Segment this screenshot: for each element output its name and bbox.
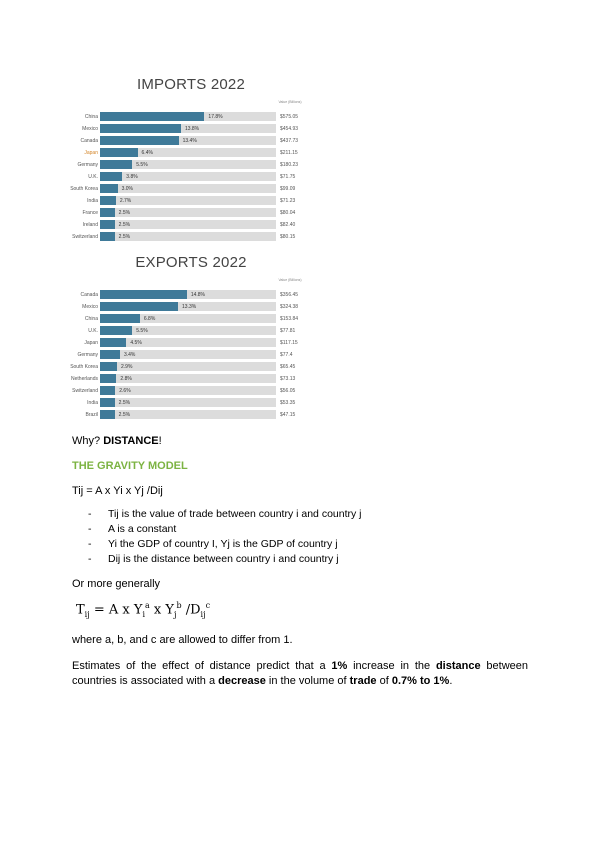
- exports-bar: [100, 338, 126, 347]
- imports-category-label: U.K.: [88, 174, 98, 180]
- exports-bar-track: [100, 410, 276, 419]
- exports-value-label: 2.5%: [118, 412, 131, 418]
- imports-bar-track: [100, 196, 276, 205]
- exports-bar-row: [66, 302, 316, 312]
- exports-bar-track: [100, 290, 276, 299]
- exports-category-label: China: [84, 316, 98, 322]
- imports-bar: [100, 208, 115, 217]
- exports-value-label: 14.8%: [190, 292, 205, 298]
- imports-bar: [100, 184, 118, 193]
- imports-bar-track: [100, 232, 276, 241]
- imports-category-label: Japan: [84, 150, 98, 156]
- para-bold: trade: [349, 675, 377, 687]
- para-bold: decrease: [218, 675, 266, 687]
- para-text: .: [449, 675, 453, 687]
- imports-value-label: 6.4%: [141, 150, 153, 156]
- exports-bar-track: [100, 398, 276, 407]
- para-text: between countries is associated with a: [72, 660, 528, 687]
- exports-value-label: 3.4%: [123, 352, 136, 358]
- exports-bar-track: [100, 350, 276, 359]
- imports-amount-label: $211.15: [280, 150, 298, 156]
- general-formula: $T_{ij} = A$ x $Y_i^a$ x $Y_j^b$ $/D_{ij}^c$: [76, 601, 211, 619]
- imports-bar-row: [66, 148, 316, 158]
- exports-bar-row: [66, 290, 316, 300]
- exports-amount-label: $56.05: [280, 388, 296, 394]
- imports-amount-label: $80.15: [280, 234, 296, 240]
- imports-bar-track: [100, 184, 276, 193]
- exports-category-label: U.K.: [88, 328, 98, 334]
- more-generally: Or more generally: [72, 578, 161, 590]
- exports-bar: [100, 398, 115, 407]
- exports-category-label: Japan: [84, 340, 98, 346]
- imports-amount-label: $71.23: [280, 198, 296, 204]
- exports-amount-label: $117.15: [280, 340, 298, 346]
- imports-category-label: South Korea: [70, 186, 98, 192]
- exports-bar-row: [66, 314, 316, 324]
- exports-amount-label: $356.45: [280, 292, 299, 298]
- where-line: where a, b, and c are allowed to differ from 1.: [72, 634, 293, 646]
- definition-item: - Tij is the value of trade between country i and country j: [86, 507, 362, 522]
- imports-bar-track: [100, 112, 276, 121]
- imports-value-header: Value (Billions): [278, 100, 302, 104]
- gravity-equation: Tij = A x Yi x Yj /Dij: [72, 485, 163, 497]
- para-text: increase in the: [347, 660, 436, 672]
- exports-amount-label: $65.45: [280, 364, 296, 370]
- imports-bar: [100, 124, 181, 133]
- exports-chart-title: EXPORTS 2022: [135, 254, 247, 271]
- imports-bar: [100, 160, 132, 169]
- imports-category-label: India: [87, 198, 98, 204]
- exports-value-label: 2.9%: [121, 364, 133, 370]
- imports-amount-label: $437.73: [280, 138, 299, 144]
- imports-chart: [66, 76, 316, 241]
- para-text: of: [376, 675, 392, 687]
- imports-value-label: 2.5%: [118, 222, 131, 228]
- exports-category-label: India: [87, 400, 98, 406]
- imports-bar-track: [100, 208, 276, 217]
- imports-bar-row: [66, 220, 316, 230]
- imports-bar-row: [66, 184, 316, 194]
- exports-value-label: 2.6%: [119, 388, 131, 394]
- exports-bar-row: [66, 338, 316, 348]
- imports-value-label: 13.4%: [182, 138, 197, 144]
- exports-bar-track: [100, 326, 276, 335]
- imports-value-label: 2.7%: [119, 198, 132, 204]
- imports-category-label: Mexico: [82, 126, 98, 132]
- exports-amount-label: $53.35: [280, 400, 296, 406]
- exports-bar: [100, 314, 140, 323]
- exports-amount-label: $324.38: [280, 304, 299, 310]
- exports-bar-track: [100, 302, 276, 311]
- imports-category-label: China: [84, 114, 98, 120]
- exports-bar-track: [100, 314, 276, 323]
- exports-value-label: 5.5%: [136, 328, 148, 334]
- imports-bar-track: [100, 148, 276, 157]
- para-bold: 0.7% to 1%: [391, 675, 450, 687]
- imports-category-label: Switzerland: [72, 234, 98, 240]
- exports-bar-row: [66, 374, 316, 384]
- exports-amount-label: $73.13: [280, 376, 296, 382]
- imports-value-label: 5.5%: [136, 162, 148, 168]
- imports-bar: [100, 232, 115, 241]
- imports-bar-row: [66, 124, 316, 134]
- exports-category-label: Germany: [77, 352, 98, 358]
- distance-paragraph: [72, 659, 528, 689]
- exports-bar-track: [100, 386, 276, 395]
- why-bold: DISTANCE: [103, 435, 159, 447]
- exports-bar: [100, 302, 178, 311]
- imports-bar-row: [66, 160, 316, 170]
- imports-bar: [100, 148, 138, 157]
- exports-amount-label: $77.81: [280, 328, 296, 334]
- why-line: [72, 434, 162, 448]
- imports-category-label: Canada: [80, 138, 98, 144]
- exports-category-label: Mexico: [82, 304, 98, 310]
- para-bold: distance: [435, 660, 481, 672]
- exports-amount-label: $153.84: [280, 316, 299, 322]
- definition-item: - Dij is the distance between country i and country j: [86, 552, 362, 567]
- imports-amount-label: $99.09: [280, 186, 296, 192]
- imports-bar-row: [66, 208, 316, 218]
- imports-amount-label: $575.05: [280, 114, 299, 120]
- exports-bar-row: [66, 362, 316, 372]
- exports-category-label: Switzerland: [72, 388, 98, 394]
- exports-bar-row: [66, 398, 316, 408]
- imports-bar-track: [100, 220, 276, 229]
- exports-bar-row: [66, 386, 316, 396]
- imports-value-label: 3.0%: [121, 186, 133, 192]
- imports-bar-row: [66, 172, 316, 182]
- exports-bar-track: [100, 374, 276, 383]
- exports-bar-row: [66, 326, 316, 336]
- exports-category-label: Brazil: [85, 412, 98, 418]
- exports-amount-label: $77.4: [280, 352, 293, 358]
- exports-amount-label: $47.15: [280, 412, 296, 418]
- exports-bar: [100, 350, 120, 359]
- imports-chart-title: IMPORTS 2022: [136, 76, 245, 93]
- exports-chart: [66, 254, 316, 419]
- definition-item: - A is a constant: [86, 522, 362, 537]
- imports-bar-track: [100, 124, 276, 133]
- imports-bar: [100, 220, 115, 229]
- imports-bar-row: [66, 112, 316, 122]
- exports-bar: [100, 290, 187, 299]
- exports-bar-track: [100, 338, 276, 347]
- why-prefix: Why?: [72, 435, 104, 447]
- imports-bar-row: [66, 196, 316, 206]
- imports-value-label: 2.5%: [118, 210, 131, 216]
- exports-bar: [100, 374, 116, 383]
- imports-bar: [100, 196, 116, 205]
- imports-bar-row: [66, 136, 316, 146]
- exports-category-label: Canada: [80, 292, 98, 298]
- exports-value-label: 13.3%: [182, 304, 197, 310]
- imports-amount-label: $82.40: [280, 222, 296, 228]
- imports-bar: [100, 112, 204, 121]
- imports-bar: [100, 136, 179, 145]
- para-bold: 1%: [331, 660, 348, 672]
- imports-amount-label: $180.23: [280, 162, 299, 168]
- exports-bar: [100, 410, 115, 419]
- exports-bar: [100, 326, 132, 335]
- imports-category-label: Ireland: [82, 222, 98, 228]
- exports-category-label: South Korea: [70, 364, 98, 370]
- imports-value-label: 13.8%: [184, 126, 200, 132]
- definition-item: - Yi the GDP of country I, Yj is the GDP of country j: [86, 537, 362, 552]
- exports-value-label: 2.8%: [120, 376, 132, 382]
- definition-list: [86, 507, 362, 567]
- exports-value-label: 6.8%: [143, 316, 156, 322]
- section-heading: THE GRAVITY MODEL: [72, 460, 188, 472]
- exports-category-label: Netherlands: [71, 376, 98, 382]
- exports-value-header: Value (Billions): [278, 278, 302, 282]
- exports-value-label: 4.5%: [130, 340, 142, 346]
- imports-value-label: 3.8%: [126, 174, 138, 180]
- imports-bar-track: [100, 160, 276, 169]
- imports-value-label: 17.8%: [208, 114, 223, 120]
- imports-bar-track: [100, 172, 276, 181]
- imports-bar-row: [66, 232, 316, 242]
- imports-amount-label: $454.93: [280, 126, 299, 132]
- exports-bar: [100, 386, 115, 395]
- exports-bar-track: [100, 362, 276, 371]
- imports-value-label: 2.5%: [118, 234, 131, 240]
- para-text: Estimates of the effect of distance predict that a: [72, 660, 332, 672]
- why-suffix: !: [158, 435, 162, 447]
- para-text: in the volume of: [265, 675, 350, 687]
- exports-bar-row: [66, 350, 316, 360]
- exports-value-label: 2.5%: [118, 400, 131, 406]
- imports-bar-track: [100, 136, 276, 145]
- imports-amount-label: $80.04: [280, 210, 296, 216]
- imports-bar: [100, 172, 122, 181]
- exports-bar-row: [66, 410, 316, 420]
- exports-bar: [100, 362, 117, 371]
- imports-category-label: Germany: [77, 162, 98, 168]
- imports-amount-label: $71.75: [280, 174, 296, 180]
- imports-category-label: France: [82, 210, 98, 216]
